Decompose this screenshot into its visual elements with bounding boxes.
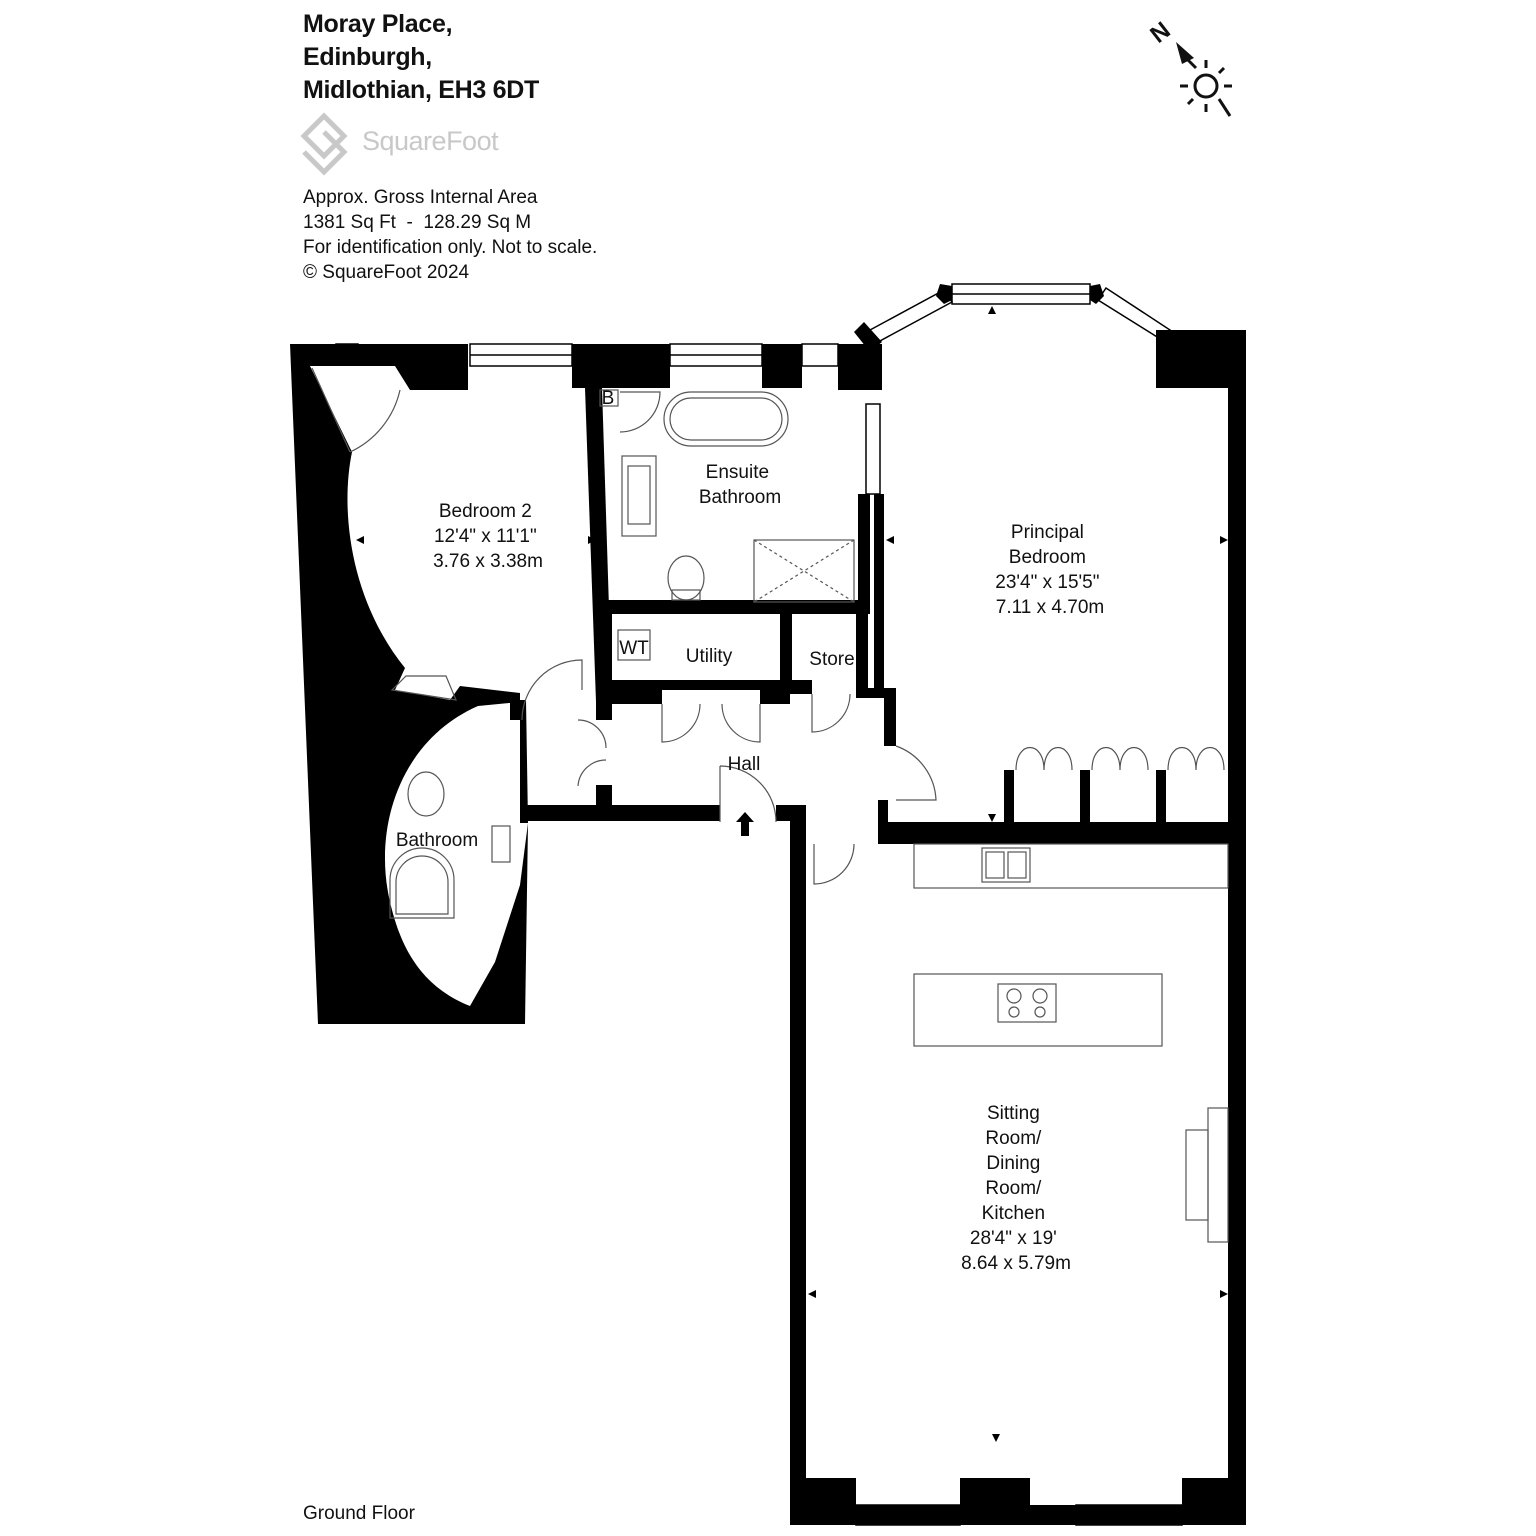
bedroom2-metric: 3.76 x 3.38m [433, 551, 543, 572]
ensuite-line-1: Ensuite [705, 462, 770, 483]
principal-line-2: Bedroom [1008, 547, 1086, 568]
logo-text: SquareFoot [362, 126, 499, 156]
principal-line-1: Principal [1010, 522, 1084, 543]
sitting-imperial: 28'4" x 19' [969, 1228, 1057, 1249]
sitting-line-5: Kitchen [981, 1203, 1046, 1224]
wt-label: WT [619, 638, 649, 659]
ensuite-toilet [668, 556, 704, 600]
ensuite-line-2: Bathroom [698, 487, 782, 508]
kitchen-counter [914, 844, 1228, 888]
area-info-line-4: © SquareFoot 2024 [303, 262, 470, 283]
hob-icon [998, 984, 1056, 1022]
room-store: Store [809, 649, 855, 670]
sitting-metric: 8.64 x 5.79m [961, 1253, 1071, 1274]
compass-n-label: N [1145, 16, 1176, 49]
sitting-line-2: Room/ [985, 1128, 1042, 1149]
address-line-2: Edinburgh, [303, 43, 432, 71]
address-line-1: Moray Place, [303, 10, 453, 38]
sitting-line-1: Sitting [986, 1103, 1040, 1124]
area-info-line-3: For identification only. Not to scale. [303, 237, 598, 258]
ensuite-shower [754, 540, 854, 602]
room-bedroom-2 [433, 501, 543, 572]
area-info-line-2: 1381 Sq Ft - 128.29 Sq M [303, 212, 532, 233]
boiler-label: B [601, 388, 615, 409]
room-utility: Utility [685, 646, 733, 667]
room-principal-bedroom [995, 522, 1104, 618]
principal-metric: 7.11 x 4.70m [995, 597, 1105, 618]
room-ensuite-bathroom [699, 462, 781, 508]
entrance-arrow-icon [736, 812, 754, 836]
kitchen-island [914, 974, 1162, 1046]
bathroom-bath [390, 848, 454, 918]
address-line-3: Midlothian, EH3 6DT [303, 76, 539, 104]
north-arrow-sun-icon [1145, 17, 1232, 116]
bedroom2-name: Bedroom 2 [438, 501, 532, 522]
fireplace [1208, 1108, 1228, 1242]
room-hall: Hall [727, 754, 761, 775]
floor-label: Ground Floor [303, 1503, 415, 1524]
room-bathroom: Bathroom [395, 830, 479, 851]
bedroom2-imperial: 12'4" x 11'1" [433, 526, 537, 547]
sitting-line-4: Room/ [985, 1178, 1042, 1199]
principal-imperial: 23'4" x 15'5" [995, 572, 1100, 593]
sitting-line-3: Dining [986, 1153, 1041, 1174]
room-sitting-dining-kitchen [961, 1103, 1071, 1274]
area-info-line-1: Approx. Gross Internal Area [303, 187, 538, 208]
